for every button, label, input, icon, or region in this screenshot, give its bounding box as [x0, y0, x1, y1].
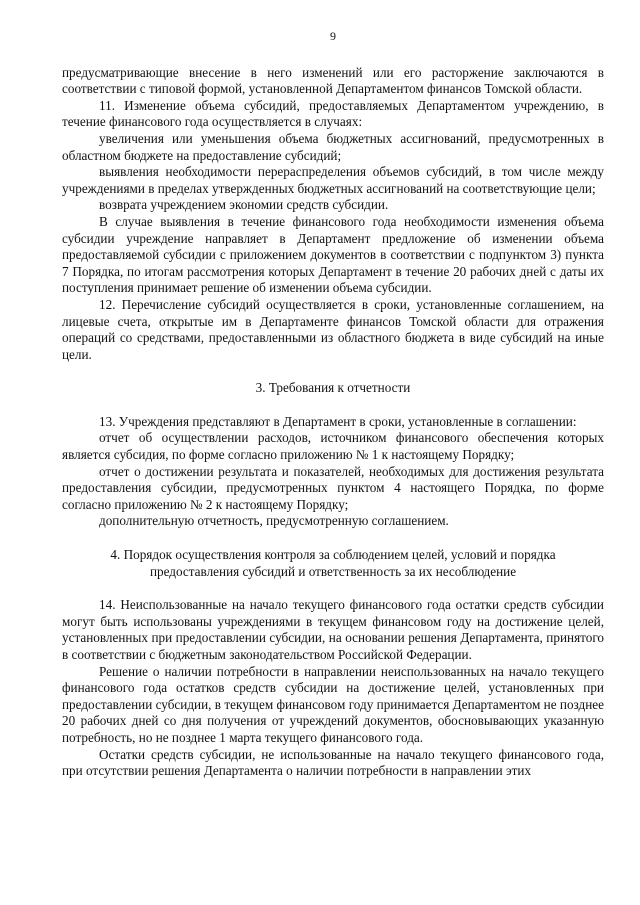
section-heading-4-line-2: предоставления субсидий и ответственность за их несоблюдение: [149, 563, 517, 579]
section-heading-3: 3. Требования к отчетности: [255, 380, 411, 396]
section-heading-4-line-1: 4. Порядок осуществления контроля за соблюдением целей, условий и порядка: [110, 547, 556, 563]
page-number: 9: [330, 29, 336, 43]
paragraph: 14. Неиспользованные на начало текущего финансового года остатки средств субсидии могут быть использованы учреждениями в текущем финансовом году на достижение целей, установленных при предоставлении субсидии, на основании решения Департамента, принятого в соответствии с бюджетным законодательством Российской Федерации.: [62, 597, 604, 662]
paragraph: отчет об осуществлении расходов, источником финансового обеспечения которых является субсидия, по форме согласно приложению № 1 к настоящему Порядку;: [62, 430, 604, 463]
paragraph: отчет о достижении результата и показателей, необходимых для достижения результата предоставления субсидии, предусмотренных пунктом 4 настоящего Порядка, по форме согласно приложению № 2 к настоящему Порядку;: [62, 463, 604, 512]
paragraph: увеличения или уменьшения объема бюджетных ассигнований, предусмотренных в областном бюджете на предоставление субсидий;: [62, 130, 604, 163]
paragraph: предусматривающие внесение в него изменений или его расторжение заключаются в соответствии с типовой формой, установленной Департаментом финансов Томской области.: [62, 64, 604, 97]
paragraph: дополнительную отчетность, предусмотренную соглашением.: [99, 513, 449, 529]
paragraph: 12. Перечисление субсидий осуществляется в сроки, установленные соглашением, на лицевые счета, открытые им в Департаменте финансов Томской области для отражения операций со средствами, предоставленными из областного бюджета в виде субсидий на иные цели.: [62, 296, 604, 362]
paragraph: возврата учреждением экономии средств субсидии.: [99, 197, 389, 213]
paragraph: В случае выявления в течение финансового года необходимости изменения объема субсидии учреждение направляет в Департамент предложение об изменении объема предоставляемой субсидии с приложением документов в соответствии с подпунктом 3) пункта 7 Порядка, по итогам рассмотрения которых Департамент в течение 20 рабочих дней с даты их поступления принимает решение об изменении объема субсидии.: [62, 213, 604, 296]
paragraph: Остатки средств субсидии, не использованные на начало текущего финансового года, при отсутствии решения Департамента о наличии потребности в направлении этих: [62, 746, 604, 779]
paragraph: 13. Учреждения представляют в Департамент в сроки, установленные в соглашении:: [99, 413, 577, 429]
section-heading-4: [62, 547, 604, 580]
paragraph: Решение о наличии потребности в направлении неиспользованных на начало текущего финансового года остатков средств субсидии на достижение целей, установленных при предоставлении субсидии, в текущем финансовом году принимается Департаментом не позднее 20 рабочих дней со дня получения от учреждений документов, обосновывающих указанную потребность, но не позднее 1 марта текущего финансового года.: [62, 663, 604, 745]
paragraph: выявления необходимости перераспределения объемов субсидий, в том числе между учреждениями в пределах утвержденных бюджетных ассигнований на соответствующие цели;: [62, 164, 604, 196]
paragraph: 11. Изменение объема субсидий, предоставляемых Департаментом учреждению, в течение финансового года осуществляется в случаях:: [62, 97, 604, 130]
